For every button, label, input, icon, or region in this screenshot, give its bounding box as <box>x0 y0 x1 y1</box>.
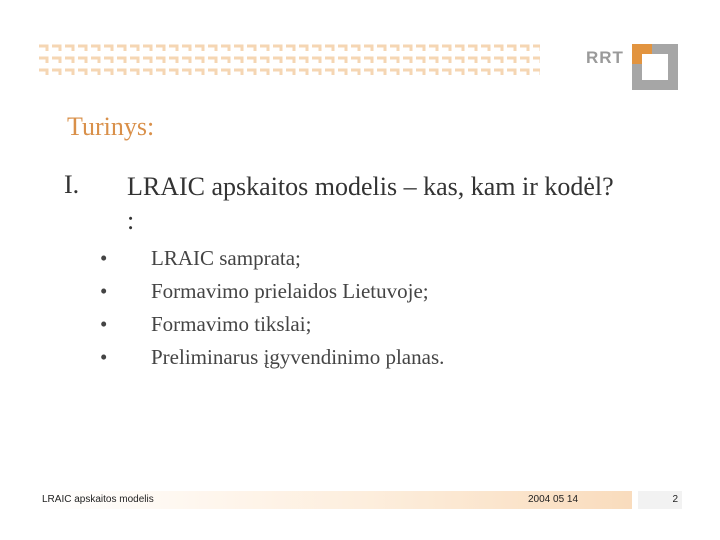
footer-bar <box>38 491 632 509</box>
footer-date: 2004 05 14 <box>528 494 579 505</box>
bullet-label: Formavimo tikslai; <box>151 312 312 336</box>
header-pattern <box>38 44 540 80</box>
bullet-icon: • <box>100 312 108 336</box>
bullet-label: Formavimo prielaidos Lietuvoje; <box>151 279 429 303</box>
bullet-icon: • <box>100 279 108 303</box>
bullet-icon: • <box>100 345 108 369</box>
logo-square-icon <box>632 44 678 90</box>
section-number: I. <box>64 170 80 199</box>
section-title: LRAIC apskaitos modelis – kas, kam ir kodėl? : <box>127 172 614 235</box>
logo-text: RRT <box>586 48 624 67</box>
page-number: 2 <box>672 494 678 505</box>
rrt-logo <box>586 44 680 92</box>
page-number-box <box>638 491 682 509</box>
bullet-icon: • <box>100 246 108 270</box>
slide-title: Turinys: <box>67 112 155 141</box>
footer-title: LRAIC apskaitos modelis <box>42 494 154 505</box>
bullet-label: Preliminarus įgyvendinimo planas. <box>151 345 445 369</box>
bullet-label: LRAIC samprata; <box>151 246 301 270</box>
